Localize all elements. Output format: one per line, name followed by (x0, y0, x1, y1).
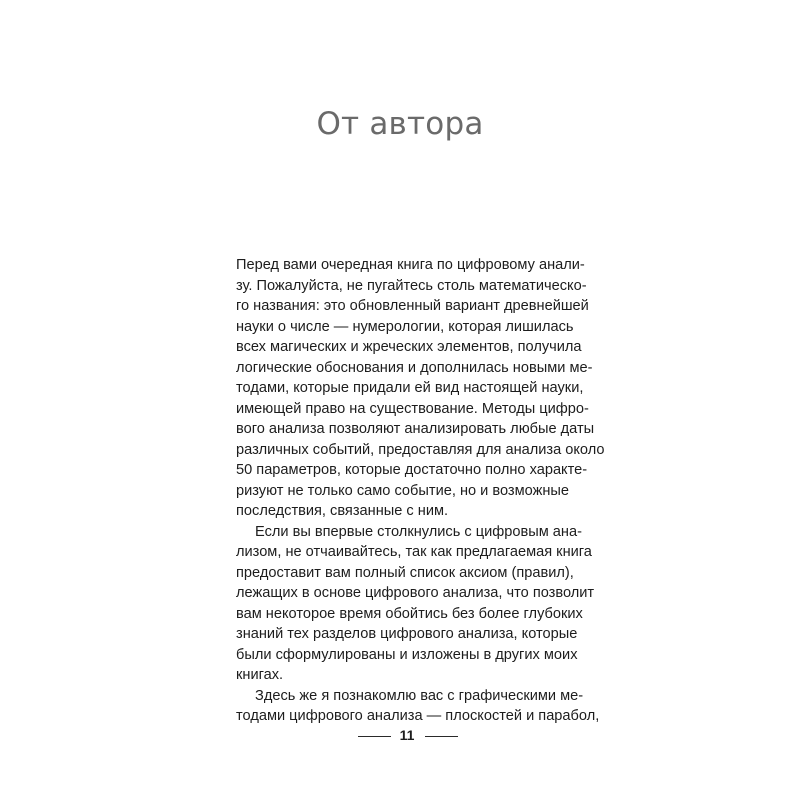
text-line: лежащих в основе цифрового анализа, что позволит (236, 585, 595, 601)
page-footer (0, 727, 800, 747)
text-line: го названия: это обновленный вариант древнейшей (236, 298, 589, 314)
text-line: знаний тех разделов цифрового анализа, которые (236, 626, 578, 642)
text-line: зу. Пожалуйста, не пугайтесь столь математическо- (236, 277, 587, 294)
text-line: Здесь же я познакомлю вас с графическими ме- (255, 687, 584, 704)
text-line: были сформулированы и изложены в других моих (236, 646, 578, 663)
body-text (236, 255, 605, 727)
text-line: лизом, не отчаивайтесь, так как предлагаемая книга (236, 544, 592, 560)
page-number: 11 (399, 727, 415, 743)
text-line: последствия, связанные с ним. (236, 503, 449, 519)
page-title: От автора (316, 106, 484, 142)
text-line: различных событий, предоставляя для анализа около (236, 441, 605, 458)
text-line: вам некоторое время обойтись без более глубоких (236, 605, 583, 622)
text-line: предоставит вам полный список аксиом (правил), (236, 564, 574, 581)
text-line: Перед вами очередная книга по цифровому анали- (236, 257, 585, 273)
folio-rule-left (358, 736, 391, 737)
text-line: Если вы впервые столкнулись с цифровым ана- (255, 523, 582, 540)
text-line: науки о числе — нумерологии, которая лишилась (236, 318, 574, 335)
folio-rule-right (425, 736, 458, 737)
text-line: ризуют не только само событие, но и возможные (236, 482, 570, 499)
text-line: тодами, которые придали ей вид настоящей науки, (236, 380, 584, 396)
text-line: тодами цифрового анализа — плоскостей и парабол, (236, 708, 600, 724)
text-line: книгах. (236, 667, 284, 683)
text-line: 50 параметров, которые достаточно полно характе- (236, 462, 588, 478)
text-line: логические обоснования и дополнилась новыми ме- (236, 359, 593, 376)
text-line: всех магических и жреческих элементов, получила (236, 339, 582, 355)
text-line: вого анализа позволяют анализировать любые даты (236, 421, 595, 437)
text-line: имеющей право на существование. Методы цифро- (236, 400, 589, 417)
